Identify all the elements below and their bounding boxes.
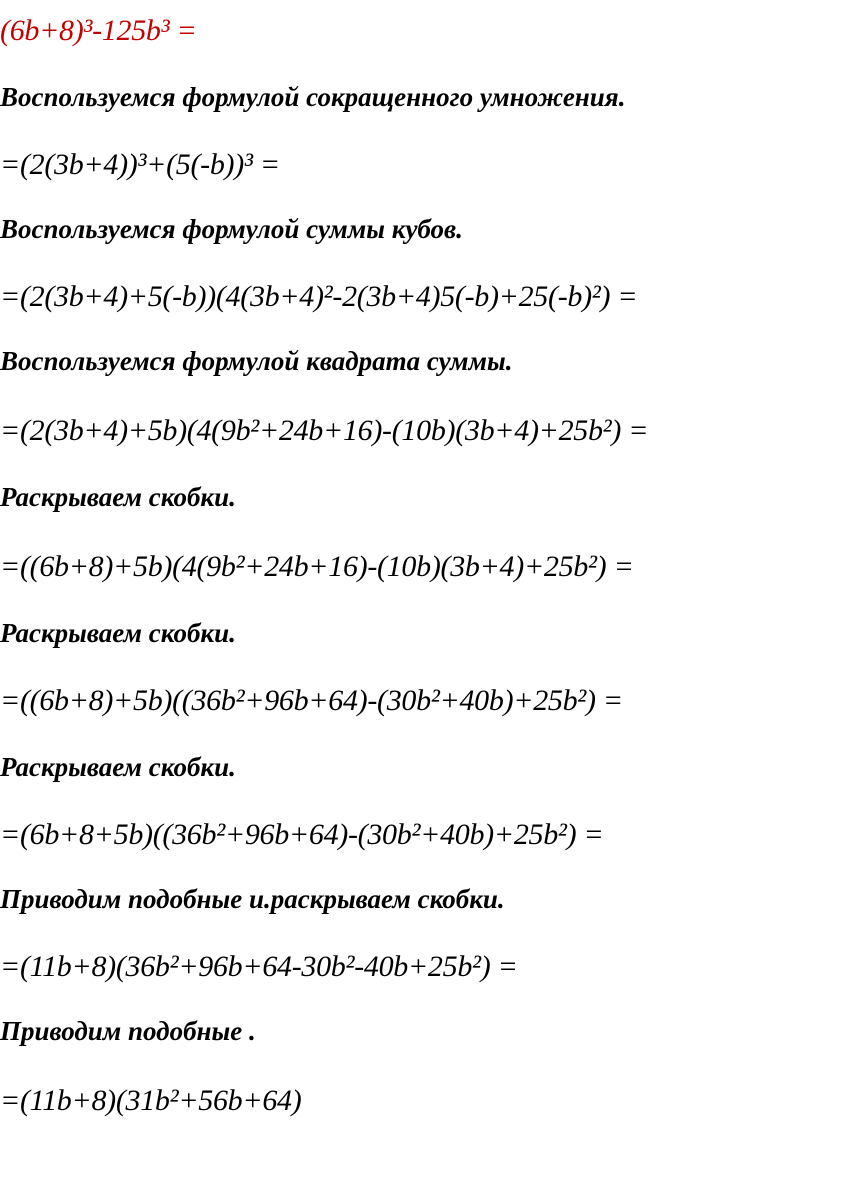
final-result: =(11b+8)(31b²+56b+64) bbox=[0, 1084, 302, 1117]
explanation-text: Раскрываем скобки. bbox=[0, 618, 236, 648]
math-expression: =(2(3b+4)+5b)(4(9b²+24b+16)-(10b)(3b+4)+25b²) = bbox=[0, 414, 649, 447]
math-expression: =(2(3b+4))³+(5(-b))³ = bbox=[0, 148, 280, 181]
math-expression: =((6b+8)+5b)((36b²+96b+64)-(30b²+40b)+25b²) = bbox=[0, 684, 623, 717]
explanation-text: Раскрываем скобки. bbox=[0, 482, 236, 512]
explanation-text: Приводим подобные . bbox=[0, 1016, 256, 1046]
math-expression: =(6b+8+5b)((36b²+96b+64)-(30b²+40b)+25b²) = bbox=[0, 818, 604, 851]
math-expression: =(2(3b+4)+5(-b))(4(3b+4)²-2(3b+4)5(-b)+25(-b)²) = bbox=[0, 280, 638, 313]
math-expression: =(11b+8)(36b²+96b+64-30b²-40b+25b²) = bbox=[0, 950, 518, 983]
math-expression: =((6b+8)+5b)(4(9b²+24b+16)-(10b)(3b+4)+25b²) = bbox=[0, 550, 634, 583]
page-title: (6b+8)³-125b³ = bbox=[0, 14, 197, 47]
explanation-text: Раскрываем скобки. bbox=[0, 752, 236, 782]
explanation-text: Воспользуемся формулой сокращенного умножения. bbox=[0, 82, 626, 112]
explanation-text: Воспользуемся формулой суммы кубов. bbox=[0, 214, 463, 244]
explanation-text: Воспользуемся формулой квадрата суммы. bbox=[0, 346, 513, 376]
explanation-text: Приводим подобные и.раскрываем скобки. bbox=[0, 884, 505, 914]
